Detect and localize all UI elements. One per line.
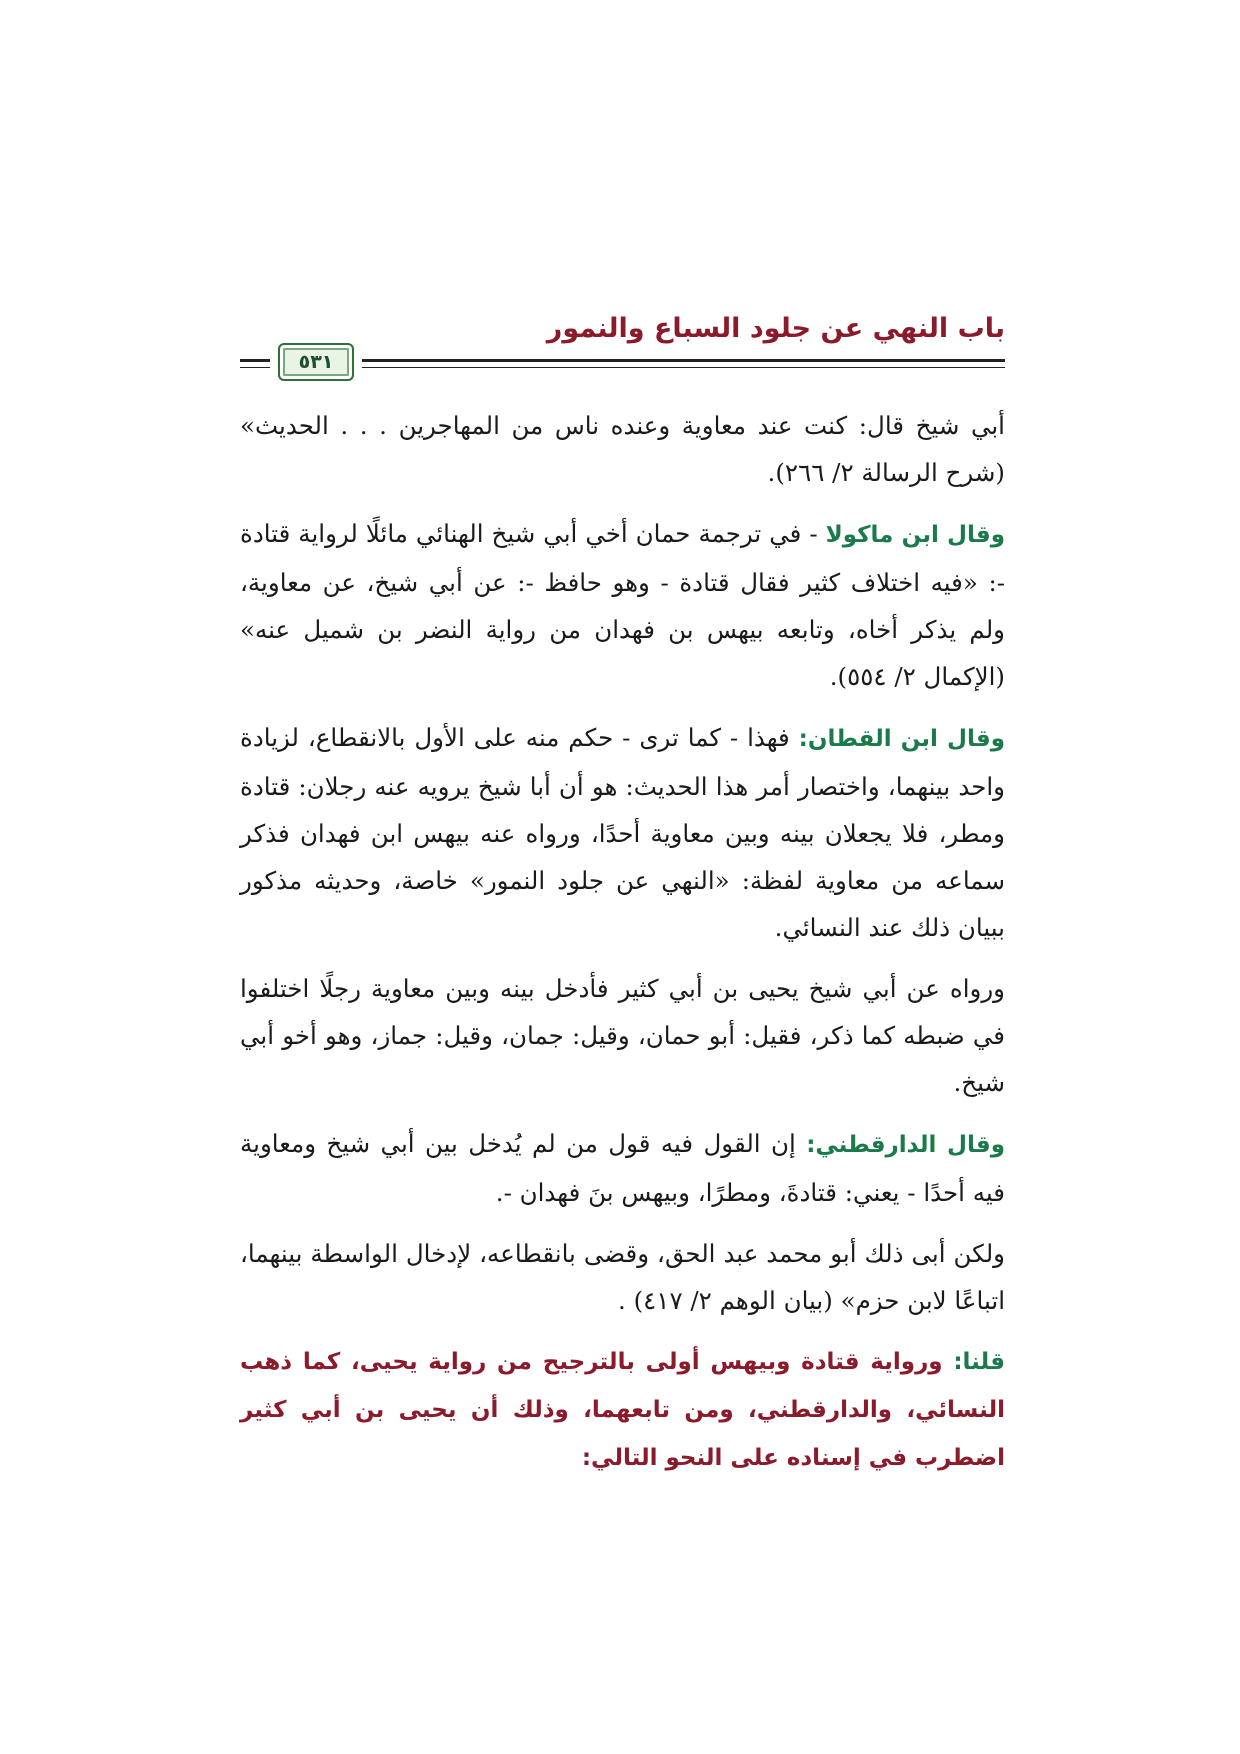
- conclusion-lead: قلنا:: [953, 1349, 1005, 1375]
- paragraph-1-text: أبي شيخ قال: كنت عند معاوية وعنده ناس من المهاجرين . . . الحديث» (شرح الرسالة ٢/ ٢٦٦).: [240, 411, 1005, 487]
- paragraph-5-text: إن القول فيه قول من لم يُدخل بين أبي شيخ ومعاوية فيه أحدًا - يعني: قتادةَ، ومطرًا، وبيهس بنَ فهدان -.: [240, 1129, 1005, 1207]
- header-rule-thick: [362, 359, 1005, 362]
- paragraph-6: [240, 1230, 1005, 1324]
- page-number-badge: [278, 343, 354, 381]
- header-rule-left-thick: [240, 359, 270, 362]
- paragraph-3: [240, 714, 1005, 951]
- paragraph-5-lead: وقال الدارقطني:: [806, 1132, 1005, 1158]
- paragraph-6-text: ولكن أبى ذلك أبو محمد عبد الحق، وقضى بانقطاعه، لإدخال الواسطة بينهما، اتباعًا لابن حزم» (بيان الوهم ٢/ ٤١٧) .: [240, 1239, 1005, 1315]
- page-header: [240, 305, 1005, 385]
- conclusion-text: ورواية قتادة وبيهس أولى بالترجيح من رواية يحيى، كما ذهب النسائي، والدارقطني، ومن تابعهما، وذلك أن يحيى بن أبي كثير اضطرب في إسناده على النحو التالي:: [240, 1349, 1005, 1471]
- page-number: ٥٣١: [298, 351, 334, 373]
- paragraph-4-text: ورواه عن أبي شيخ يحيى بن أبي كثير فأدخل بينه وبين معاوية رجلًا اختلفوا في ضبطه كما ذكر، فقيل: أبو حمان، وقيل: جمان، وقيل: جماز، وهو أخو أبي شيخ.: [240, 974, 1005, 1097]
- paragraph-4: [240, 965, 1005, 1106]
- paragraph-1: [240, 402, 1005, 496]
- paragraph-3-lead: وقال ابن القطان:: [798, 726, 1005, 752]
- paragraph-2-text: - في ترجمة حمان أخي أبي شيخ الهنائي مائلًا لرواية قتادة -: «فيه اختلاف كثير فقال قتادة - وهو حافظ -: عن أبي شيخ، عن معاوية، ولم يذكر أخاه، وتابعه بيهس بن فهدان من رواية النضر بن شميل عنه» (الإكمال ٢/ ٥٥٤).: [240, 519, 1005, 691]
- paragraph-2-lead: وقال ابن ماكولا: [825, 522, 1005, 548]
- page-body: [240, 402, 1005, 1496]
- paragraph-2: [240, 510, 1005, 700]
- paragraph-3-text: فهذا - كما ترى - حكم منه على الأول بالانقطاع، لزيادة واحد بينهما، واختصار أمر هذا الحديث: هو أن أبا شيخ يرويه عنه رجلان: قتادة ومطر، فلا يجعلان بينه وبين معاوية أحدًا، ورواه عنه بيهس ابن فهدان فذكر سماعه من معاوية لفظة: «النهي عن جلود النمور» خاصة، وحديثه مذكور ببيان ذلك عند النسائي.: [240, 723, 1005, 942]
- header-rule-thin: [362, 367, 1005, 368]
- conclusion-paragraph: [240, 1338, 1005, 1482]
- header-rule-left-thin: [240, 367, 270, 368]
- chapter-title: باب النهي عن جلود السباع والنمور: [546, 313, 1005, 344]
- paragraph-5: [240, 1120, 1005, 1216]
